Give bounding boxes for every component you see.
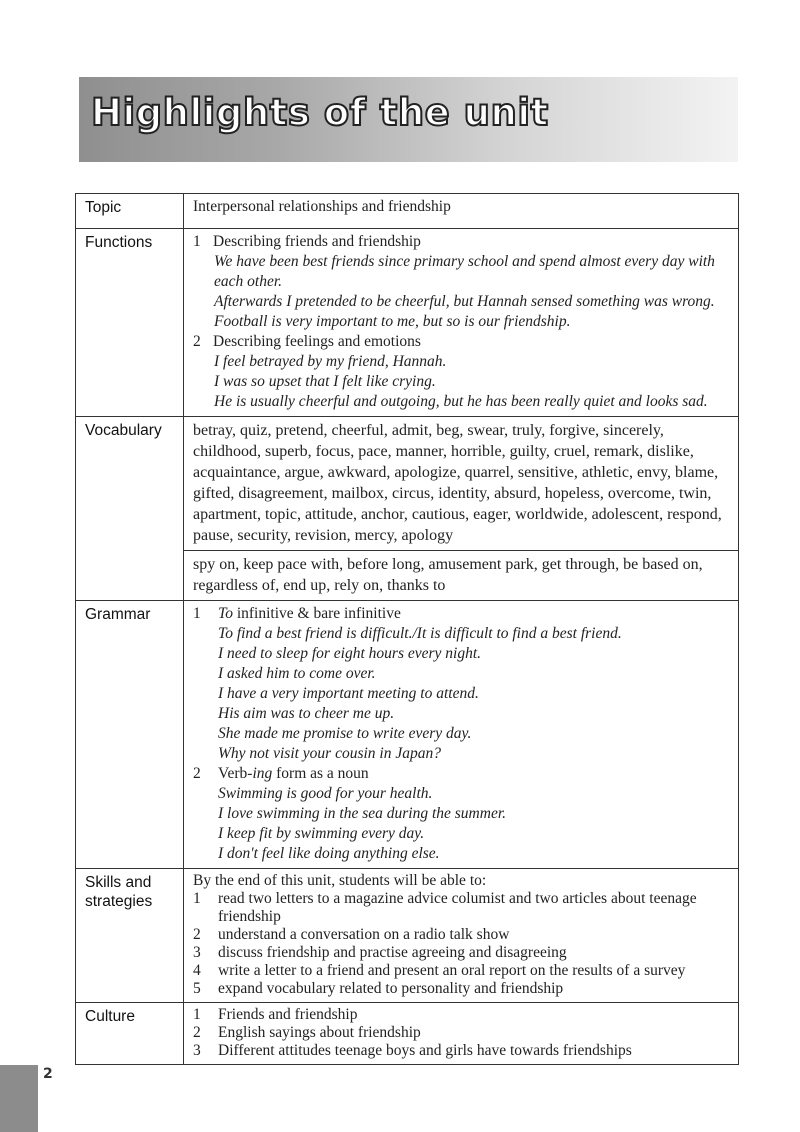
example-sentence: She made me promise to write every day. (218, 725, 472, 742)
example-sentence: To find a best friend is difficult./It is difficult to find a best friend. (218, 625, 622, 642)
topic-content: Interpersonal relationships and friendship (184, 194, 739, 229)
example-sentence: We have been best friends since primary school and spend almost every day with each other. (214, 253, 715, 290)
title-banner (79, 77, 738, 162)
functions-content (184, 229, 739, 417)
page-number: 2 (43, 1066, 53, 1082)
list-item: 3 Different attitudes teenage boys and girls have towards friendships (193, 1042, 632, 1059)
culture-content (184, 1003, 739, 1065)
example-sentence: I don't feel like doing anything else. (218, 845, 440, 862)
list-item: 2 Describing feelings and emotions (193, 333, 421, 350)
row-label: Functions (76, 229, 184, 417)
list-item: 1 Friends and friendship (193, 1006, 358, 1023)
example-sentence: I keep fit by swimming every day. (218, 825, 425, 842)
list-item: 3 discuss friendship and practise agreeing and disagreeing (193, 944, 567, 961)
table-row-culture (76, 1003, 739, 1065)
page-title: Highlights of the unit (91, 91, 549, 134)
vocabulary-words: betray, quiz, pretend, cheerful, admit, beg, swear, truly, forgive, sincerely, childhood, superb, focus, pace, manner, horrible, guilty, cruel, remark, dislike, acquaintance, argue, awkward, apologize, quarrel, sensitive, athletic, envy, blame, gifted, disagreement, mailbox, circus, identity, absurd, hopeless, overcome, twin, apartment, topic, attitude, anchor, cautious, eager, worldwide, adolescent, respond, pause, security, revision, mercy, apology (184, 417, 739, 551)
grammar-content (184, 601, 739, 869)
example-sentence: I have a very important meeting to attend. (218, 685, 479, 702)
row-label: Skills and strategies (76, 869, 184, 1003)
example-sentence: Football is very important to me, but so is our friendship. (214, 313, 571, 330)
example-sentence: I need to sleep for eight hours every night. (218, 645, 482, 662)
list-item: 1 To infinitive & bare infinitive (193, 605, 401, 622)
example-sentence: I feel betrayed by my friend, Hannah. (214, 353, 447, 370)
list-item: 1 Describing friends and friendship (193, 233, 421, 250)
list-item: 4 write a letter to a friend and present an oral report on the results of a survey (193, 962, 686, 979)
row-label: Culture (76, 1003, 184, 1065)
table-row-topic (76, 194, 739, 229)
highlights-table (75, 193, 739, 1065)
example-sentence: I asked him to come over. (218, 665, 376, 682)
example-sentence: Why not visit your cousin in Japan? (218, 745, 441, 762)
list-item: 2 Verb-ing form as a noun (193, 765, 369, 782)
skills-intro: By the end of this unit, students will be able to: (193, 872, 487, 889)
table-row-skills (76, 869, 739, 1003)
example-sentence: Afterwards I pretended to be cheerful, but Hannah sensed something was wrong. (214, 293, 715, 310)
example-sentence: His aim was to cheer me up. (218, 705, 395, 722)
row-label: Grammar (76, 601, 184, 869)
table-row-grammar (76, 601, 739, 869)
example-sentence: Swimming is good for your health. (218, 785, 433, 802)
example-sentence: I was so upset that I felt like crying. (214, 373, 436, 390)
table-row-vocabulary (76, 417, 739, 551)
table-row-functions (76, 229, 739, 417)
list-item: 2 English sayings about friendship (193, 1024, 421, 1041)
row-label: Vocabulary (76, 417, 184, 601)
vocabulary-phrases: spy on, keep pace with, before long, amusement park, get through, be based on, regardless of, end up, rely on, thanks to (184, 551, 739, 601)
list-item: 2 understand a conversation on a radio talk show (193, 926, 510, 943)
row-label: Topic (76, 194, 184, 229)
list-item: 1 read two letters to a magazine advice columist and two articles about teenage friendship (193, 890, 697, 925)
page-corner-block (0, 1065, 38, 1132)
skills-content (184, 869, 739, 1003)
example-sentence: He is usually cheerful and outgoing, but he has been really quiet and looks sad. (214, 393, 708, 410)
list-item: 5 expand vocabulary related to personality and friendship (193, 980, 564, 997)
example-sentence: I love swimming in the sea during the summer. (218, 805, 507, 822)
